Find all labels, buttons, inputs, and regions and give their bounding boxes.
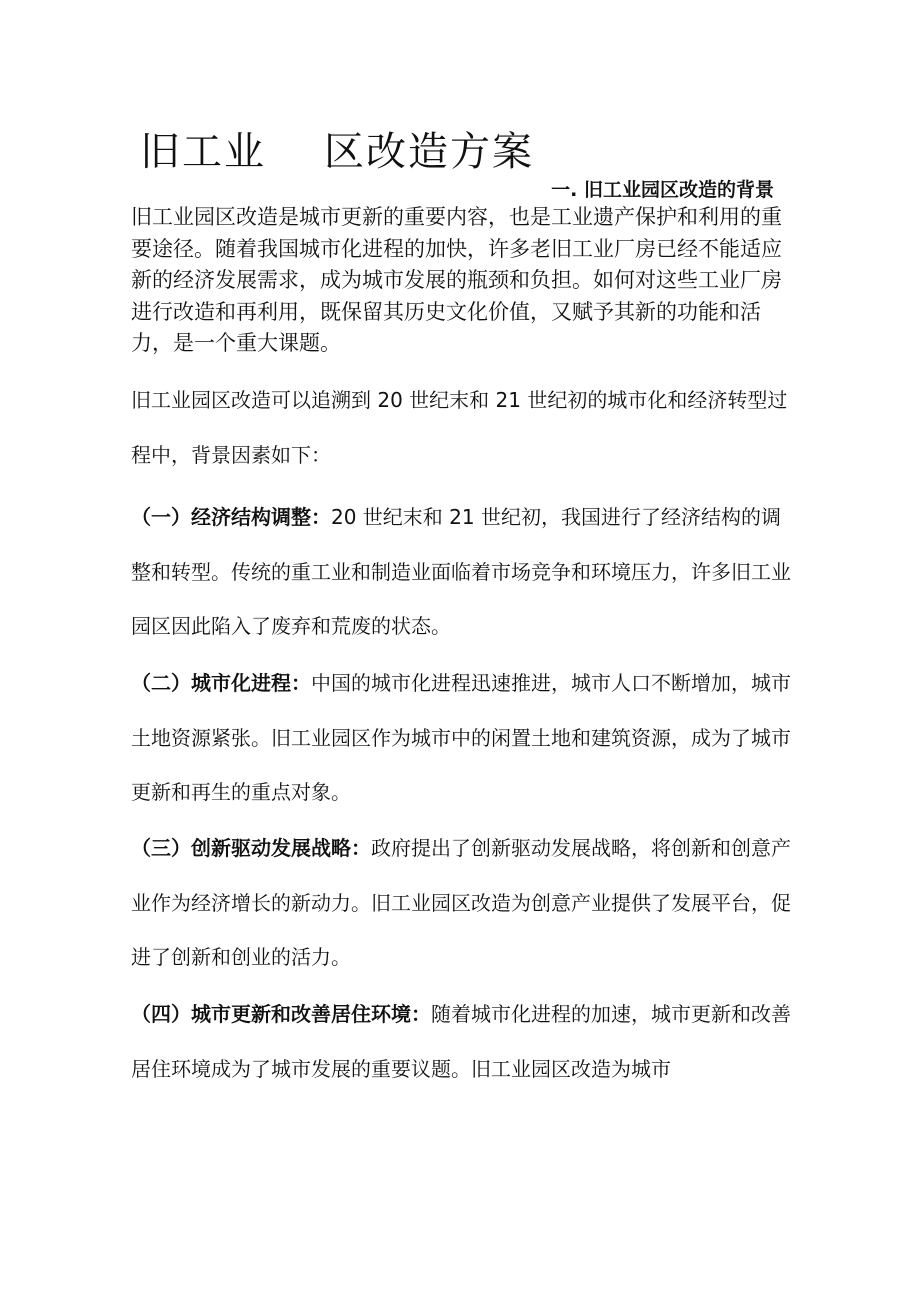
factor-text: 20 世纪末和 21 世纪初，我国进行了经济结构的调整和转型。传统的重工业和制造业面临着市场竞争和环境压力，许多旧工业园区因此陷入了废弃和荒废的状态。 (131, 505, 791, 638)
factor-urbanization (131, 656, 795, 820)
title-part-2: 区改造方案 (324, 129, 534, 175)
factor-lead: （二）城市化进程： (131, 671, 311, 695)
intro-paragraph: 旧工业园区改造是城市更新的重要内容，也是工业遗产保护和利用的重要途径。随着我国城市化进程的加快，许多老旧工业厂房已经不能适应新的经济发展需求，成为城市发展的瓶颈和负担。如何对这些工业厂房进行改造和再利用，既保留其历史文化价值，又赋予其新的功能和活力，是一个重大课题。 (131, 205, 782, 356)
factor-economic-restructuring (131, 490, 795, 654)
factor-text: 政府提出了创新驱动发展战略，将创新和创意产业作为经济增长的新动力。旧工业园区改造为创意产业提供了发展平台，促进了创新和创业的活力。 (131, 836, 791, 969)
title-part-1: 旧工业 (140, 129, 266, 175)
origin-paragraph: 旧工业园区改造可以追溯到 20 世纪末和 21 世纪初的城市化和经济转型过程中，背景因素如下： (131, 388, 788, 467)
factor-lead: （四）城市更新和改善居住环境： (131, 1002, 431, 1026)
factor-text: 随着城市化进程的加速，城市更新和改善居住环境成为了城市发展的重要议题。旧工业园区改造为城市 (131, 1002, 791, 1081)
factor-urban-renewal (131, 987, 795, 1096)
factor-innovation-strategy (131, 821, 795, 985)
factor-lead: （一）经济结构调整： (131, 505, 331, 529)
section-heading: 一. 旧工业园区改造的背景 (551, 179, 774, 201)
factor-text: 中国的城市化进程迅速推进，城市人口不断增加，城市土地资源紧张。旧工业园区作为城市中的闲置土地和建筑资源，成为了城市更新和再生的重点对象。 (131, 671, 791, 804)
document-title (140, 126, 534, 178)
factor-lead: （三）创新驱动发展战略： (131, 836, 371, 860)
